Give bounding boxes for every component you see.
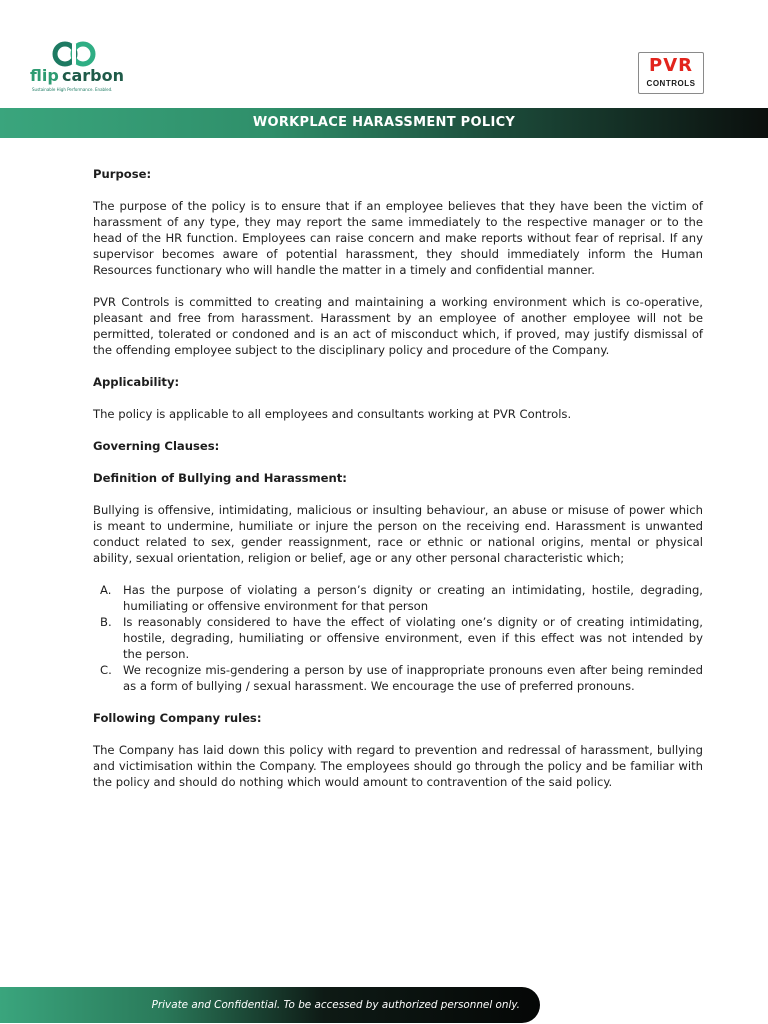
confidentiality-notice: Private and Confidential. To be accessed by authorized personnel only.: [151, 999, 520, 1011]
flipcarbon-logo: [28, 40, 128, 96]
list-marker: A.: [100, 583, 112, 597]
page-header: [0, 0, 768, 108]
pvr-controls-logo: [638, 52, 704, 94]
list-item-text: We recognize mis-gendering a person by use of inappropriate pronouns even after being reminded as a form of bullying / sexual harassment. We encourage the use of preferred pronouns.: [123, 663, 703, 693]
page-title: WORKPLACE HARASSMENT POLICY: [252, 115, 516, 130]
applicability-paragraph: The policy is applicable to all employees and consultants working at PVR Controls.: [93, 407, 572, 421]
definition-heading: Definition of Bullying and Harassment:: [93, 471, 347, 485]
svg-text:carbon: carbon: [62, 66, 125, 85]
title-bar: [0, 108, 768, 138]
list-item: [100, 614, 703, 662]
flipcarbon-logo-mark: [28, 40, 128, 88]
company-rules-heading: Following Company rules:: [93, 711, 262, 725]
document-body: [93, 166, 703, 806]
list-marker: C.: [100, 663, 112, 677]
definition-list: [93, 582, 703, 694]
governing-clauses-heading: Governing Clauses:: [93, 439, 220, 453]
flipcarbon-tagline: Sustainable High Performance. Enabled.: [32, 87, 113, 92]
purpose-paragraph-1: The purpose of the policy is to ensure that if an employee believes that they have been the victim of harassment of any type, they may report the same immediately to the respective manager or to the head of the HR function. Employees can raise concern and make reports without fear of reprisal. If any supervisor becomes aware of potential harassment, they should immediately inform the Human Resources functionary who will handle the matter in a timely and confidential manner.: [93, 199, 703, 277]
company-rules-paragraph: The Company has laid down this policy with regard to prevention and redressal of harassment, bullying and victimisation within the Company. The employees should go through the policy and be familiar with the policy and should do nothing which would amount to contravention of the said policy.: [93, 743, 703, 789]
purpose-paragraph-2: PVR Controls is committed to creating and maintaining a working environment which is co-operative, pleasant and free from harassment. Harassment by an employee of another employee will not be permitted, tolerated or condoned and is an act of misconduct which, if proved, may justify dismissal of the offending employee subject to the disciplinary policy and procedure of the Company.: [93, 295, 703, 357]
definition-paragraph: Bullying is offensive, intimidating, malicious or insulting behaviour, an abuse or misuse of power which is meant to undermine, humiliate or injure the person on the receiving end. Harassment is unwanted conduct related to sex, gender reassignment, race or ethnic or national origins, mental or physical ability, sexual orientation, religion or belief, age or any other personal characteristic which;: [93, 503, 703, 565]
footer-bar: [0, 987, 540, 1023]
list-item-text: Is reasonably considered to have the effect of violating one’s dignity or of creating intimidating, hostile, degrading, humiliating or offensive environment, even if this effect was not intended by the person.: [123, 615, 703, 661]
pvr-logo-text: PVR: [649, 55, 693, 76]
list-item-text: Has the purpose of violating a person’s dignity or creating an intimidating, hostile, degrading, humiliating or offensive environment for that person: [123, 583, 703, 613]
applicability-heading: Applicability:: [93, 375, 180, 389]
purpose-heading: Purpose:: [93, 167, 152, 181]
list-marker: B.: [100, 615, 112, 629]
svg-text:flip: flip: [30, 66, 59, 85]
list-item: [100, 582, 703, 614]
pvr-logo-subtitle: CONTROLS: [646, 79, 696, 88]
list-item: [100, 662, 703, 694]
